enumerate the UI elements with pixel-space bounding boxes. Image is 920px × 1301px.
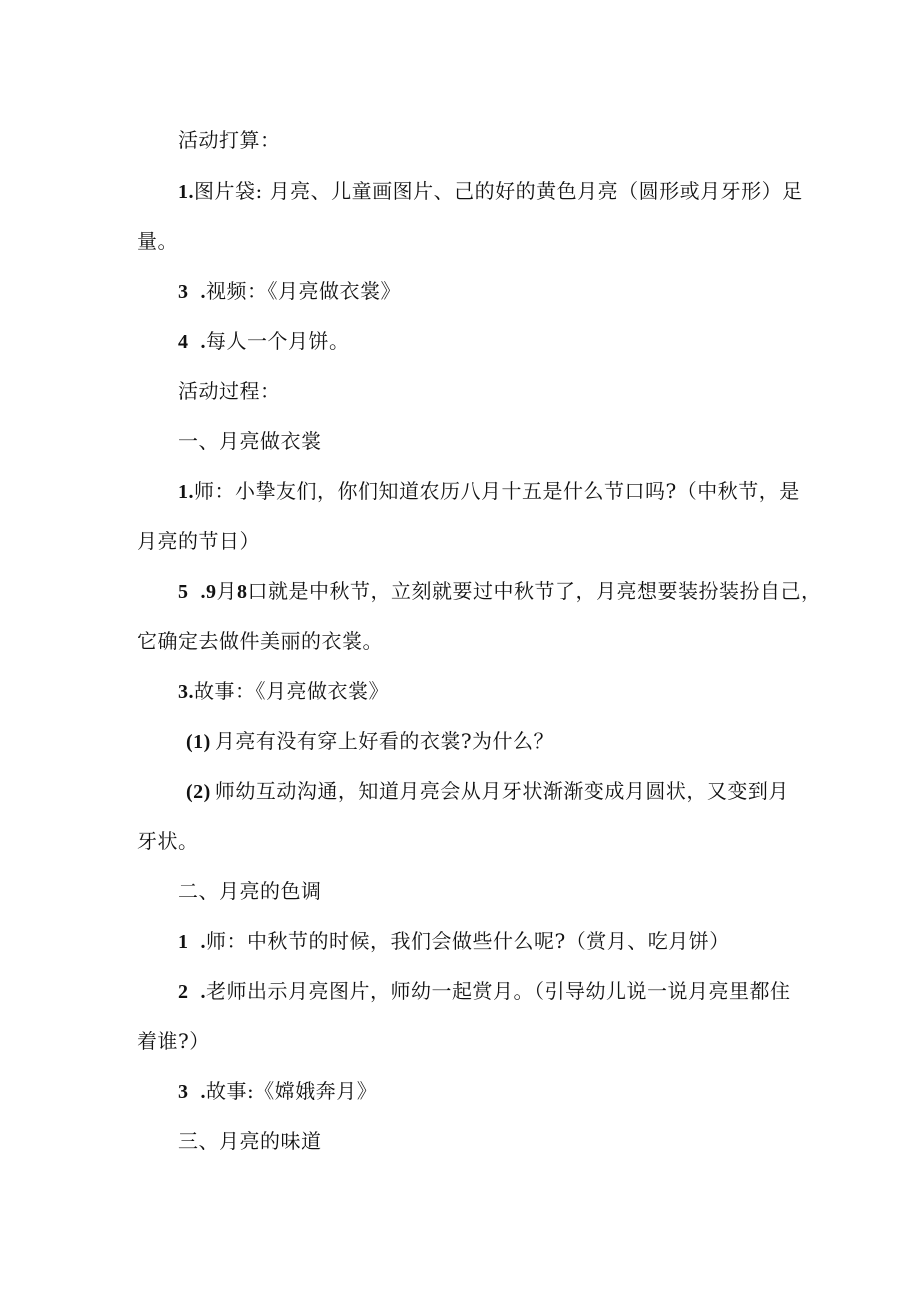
list-dot: . bbox=[200, 981, 206, 1003]
section-title-1 bbox=[178, 429, 322, 453]
list-dot: . bbox=[200, 1081, 206, 1103]
list-text: 故事：《月亮做衣裳》 bbox=[194, 679, 389, 703]
list-number: 3. bbox=[178, 681, 194, 703]
list-text: 故事:《嫦娥奔月》 bbox=[206, 1079, 378, 1103]
prep-item-1-cont bbox=[137, 229, 178, 253]
section1-item-2-cont bbox=[137, 629, 383, 653]
process-heading-text: 活动过程： bbox=[178, 379, 281, 403]
list-number: 3 bbox=[178, 1081, 189, 1103]
prep-heading bbox=[178, 128, 281, 152]
prep-item-4 bbox=[178, 329, 350, 354]
date-part: 8 bbox=[237, 581, 248, 603]
prep-item-3 bbox=[178, 279, 401, 304]
section-title-text: 一、月亮做衣裳 bbox=[178, 429, 322, 453]
list-number: 1 bbox=[178, 931, 189, 953]
list-text: 师：中秋节的时候，我们会做些什么呢?（赏月、吃月饼） bbox=[206, 929, 730, 953]
list-text: 师：小挚友们，你们知道农历八月十五是什么节口吗?（中秋节，是 bbox=[194, 479, 800, 503]
section1-item-1-cont bbox=[137, 529, 260, 553]
list-number: 4 bbox=[178, 331, 189, 353]
list-text: 图片袋: 月亮、儿童画图片、己的好的黄色月亮（圆形或月牙形）足 bbox=[194, 179, 803, 203]
section2-item-1 bbox=[178, 929, 730, 954]
sub-number: (2) bbox=[186, 781, 211, 803]
list-number: 1. bbox=[178, 181, 194, 203]
section1-item-3 bbox=[178, 679, 389, 704]
process-heading bbox=[178, 379, 281, 403]
list-text: 口就是中秋节，立刻就要过中秋节了，月亮想要装扮装扮自己， bbox=[247, 579, 822, 603]
section1-sub-1 bbox=[186, 729, 554, 754]
list-text: 月亮有没有穿上好看的衣裳?为什么？ bbox=[214, 729, 555, 753]
list-dot: . bbox=[200, 331, 206, 353]
section2-item-3 bbox=[178, 1079, 377, 1104]
list-text: 老师出示月亮图片，师幼一起赏月。（引导幼儿说一说月亮里都住 bbox=[206, 979, 791, 1003]
list-text: 视频：《月亮做衣裳》 bbox=[206, 279, 401, 303]
list-number: 5 bbox=[178, 581, 189, 603]
list-text: 师幼互动沟通，知道月亮会从月牙状渐渐变成月圆状，又变到月 bbox=[214, 779, 789, 803]
section2-item-2-cont bbox=[137, 1029, 210, 1053]
list-number: 2 bbox=[178, 981, 189, 1003]
list-number: 1. bbox=[178, 481, 194, 503]
sub-number: (1) bbox=[186, 731, 211, 753]
section-title-3 bbox=[178, 1129, 322, 1153]
section-title-2 bbox=[178, 879, 322, 903]
list-text: 量。 bbox=[137, 229, 178, 253]
section1-sub-2-cont bbox=[137, 829, 199, 853]
prep-heading-text: 活动打算： bbox=[178, 128, 281, 152]
list-dot: . bbox=[200, 931, 206, 953]
section-title-text: 三、月亮的味道 bbox=[178, 1129, 322, 1153]
list-text: 它确定去做件美丽的衣裳。 bbox=[137, 629, 383, 653]
list-number: 3 bbox=[178, 281, 189, 303]
section1-item-2 bbox=[178, 579, 822, 604]
list-text: 牙状。 bbox=[137, 829, 199, 853]
section-title-text: 二、月亮的色调 bbox=[178, 879, 322, 903]
list-text: 着谁?） bbox=[137, 1029, 210, 1053]
prep-item-1 bbox=[178, 179, 803, 204]
list-dot: . bbox=[200, 281, 206, 303]
section1-item-1 bbox=[178, 479, 800, 504]
list-text: 每人一个月饼。 bbox=[206, 329, 350, 353]
date-part: .9 bbox=[200, 581, 217, 603]
section1-sub-2 bbox=[186, 779, 789, 804]
section2-item-2 bbox=[178, 979, 791, 1004]
list-text: 月 bbox=[216, 579, 237, 603]
list-text: 月亮的节日） bbox=[137, 529, 260, 553]
